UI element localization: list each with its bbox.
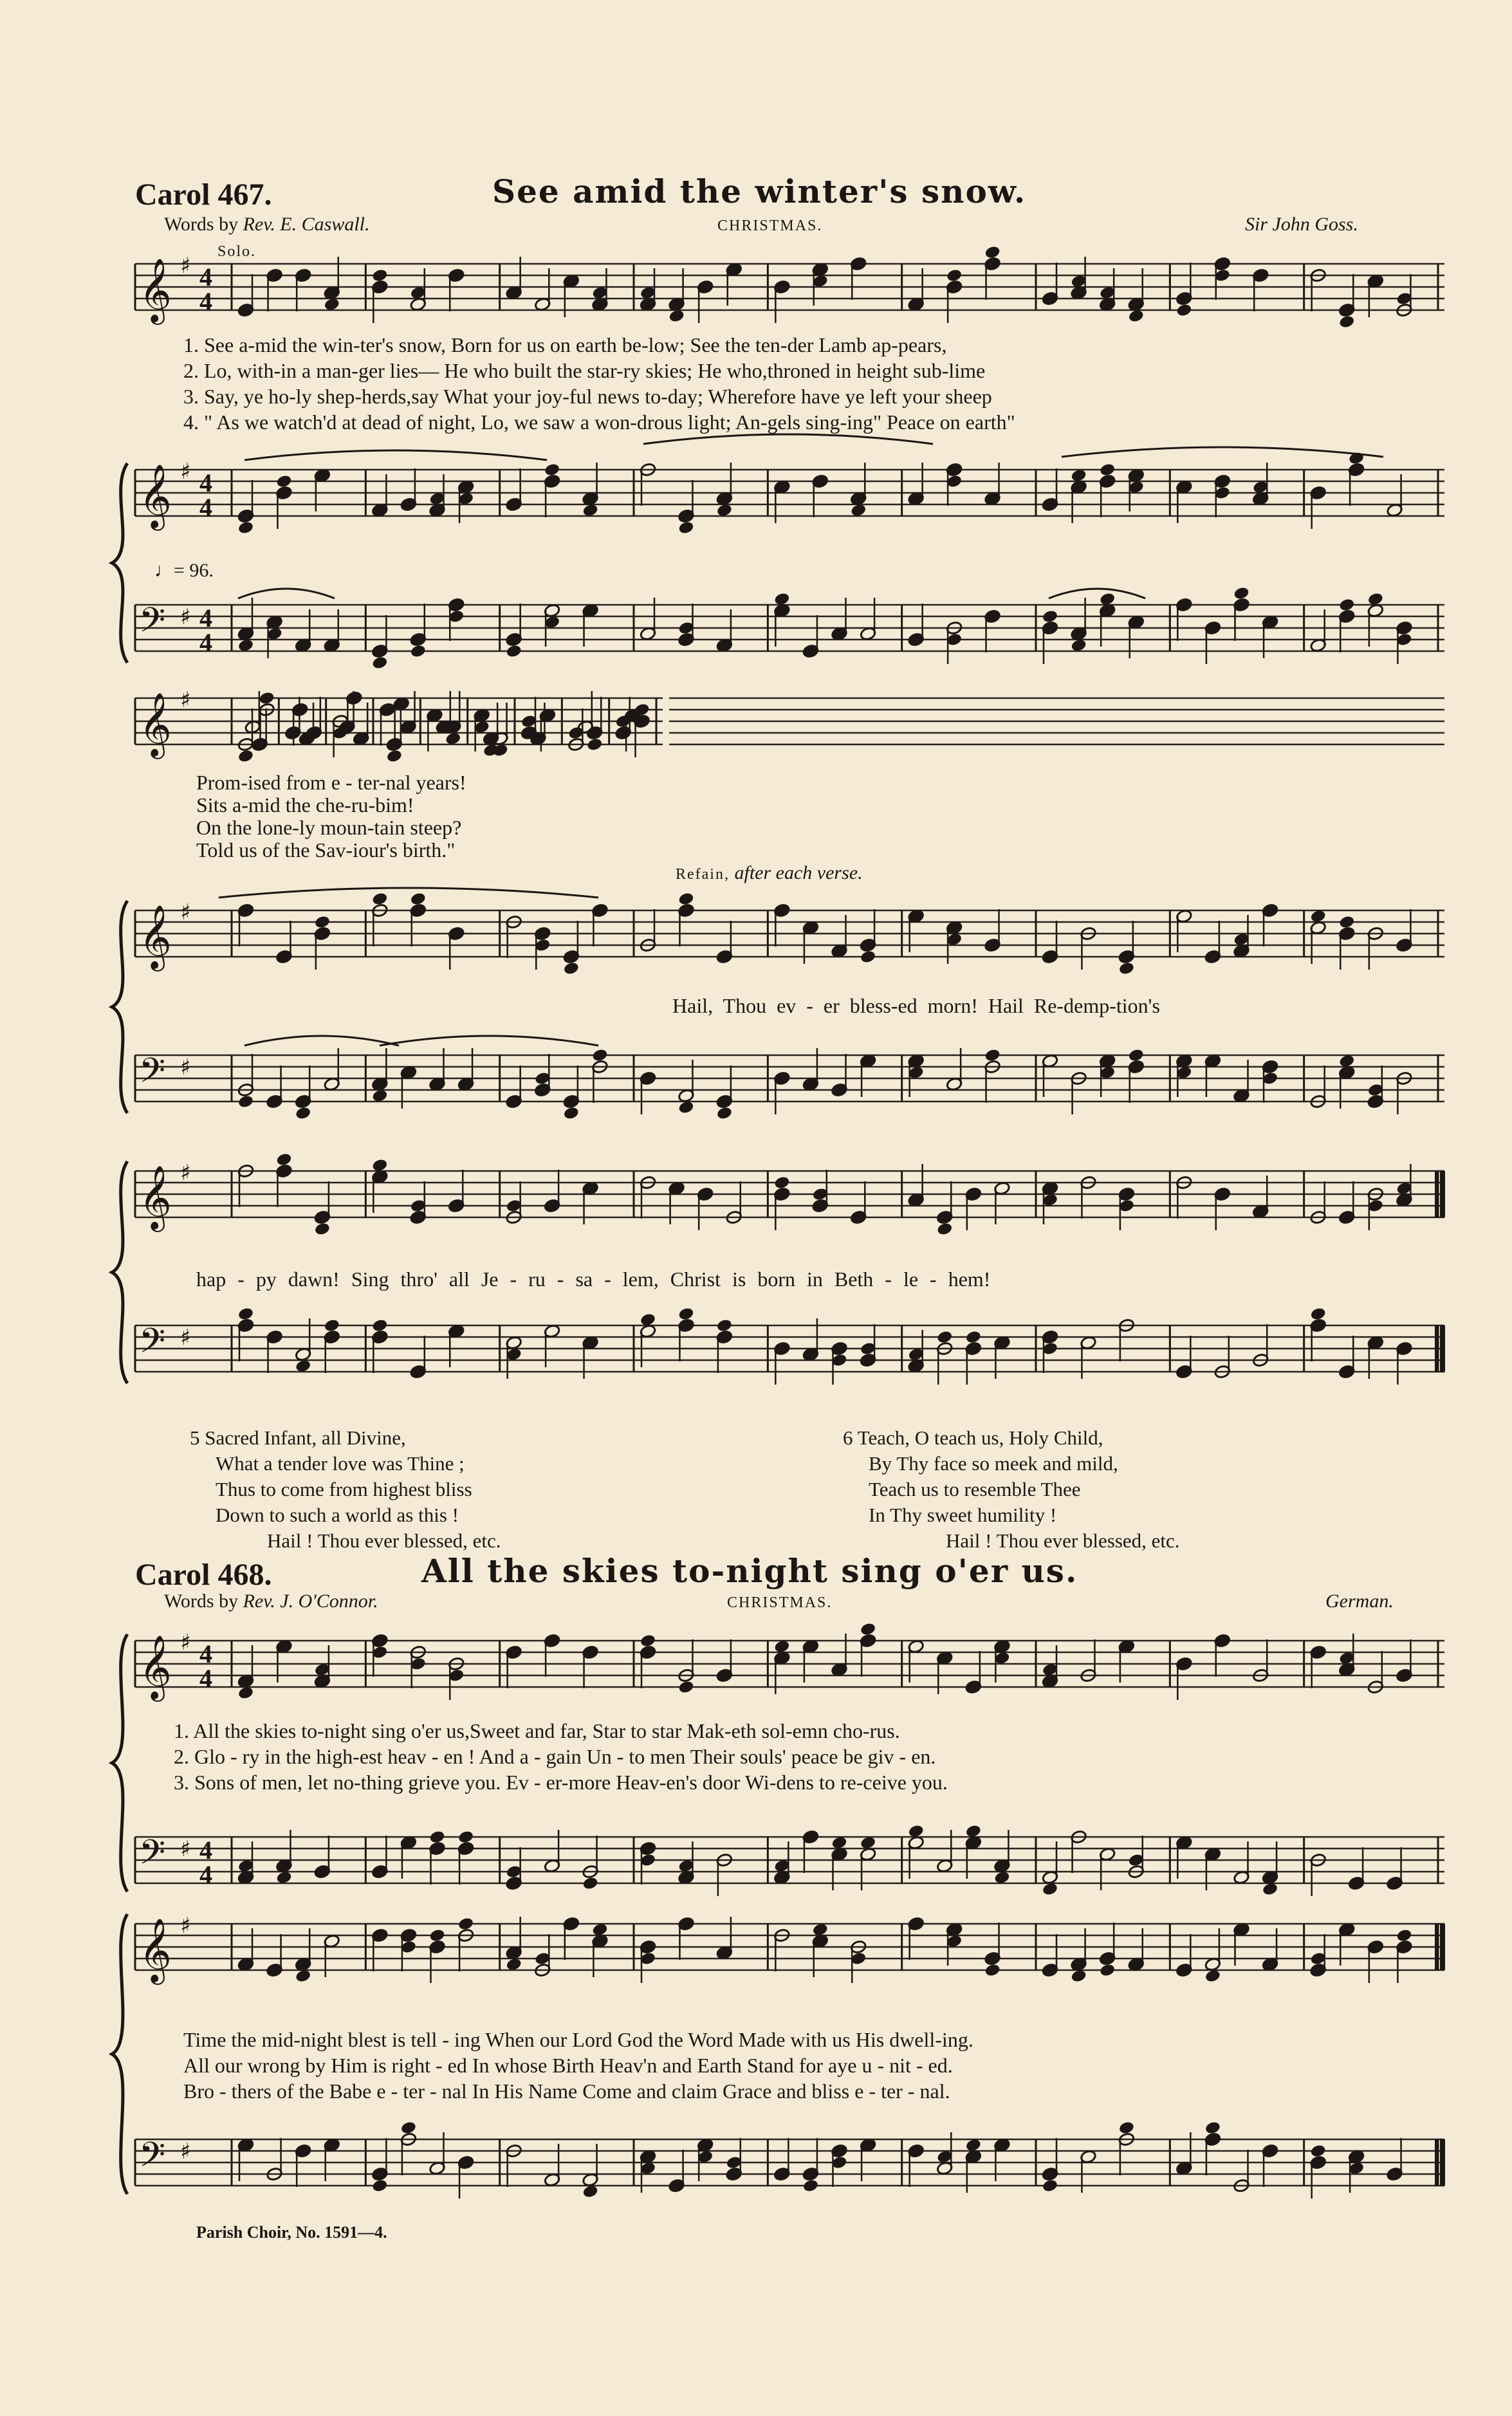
- verse-line: Hail ! Thou ever blessed, etc.: [267, 1529, 501, 1552]
- note-head: [506, 644, 522, 659]
- note-head: [371, 268, 388, 283]
- verse-line: In Thy sweet humility !: [869, 1504, 1057, 1526]
- note-head: [1099, 463, 1116, 477]
- note-head: [1338, 915, 1355, 930]
- verse-line: Teach us to resemble Thee: [869, 1478, 1081, 1500]
- key-signature-sharp-icon: ♯: [180, 459, 191, 484]
- words-by-author: Rev. E. Caswall.: [243, 214, 370, 235]
- carol-468-verse-cont-2: All our wrong by Him is right - ed In whose Birth Heav'n and Earth Stand for aye u - nit - ed.: [183, 2054, 953, 2077]
- verse-line: Hail ! Thou ever blessed, etc.: [946, 1529, 1180, 1552]
- note-head: [773, 1176, 790, 1190]
- key-signature-sharp-icon: ♯: [180, 1160, 191, 1186]
- note-head: [984, 1048, 1000, 1063]
- verse-line: 5 Sacred Infant, all Divine,: [190, 1426, 406, 1449]
- note-head: [237, 521, 254, 535]
- note-head: [586, 737, 603, 752]
- note-head: [429, 1830, 445, 1845]
- note-head: [678, 1307, 694, 1322]
- note-head: [314, 1222, 331, 1237]
- note-head: [591, 1048, 608, 1063]
- note-head: [371, 892, 388, 907]
- note-head: [410, 892, 427, 907]
- treble-clef-icon: 𝄞: [139, 1635, 172, 1699]
- note-head: [678, 521, 694, 535]
- note-head: [716, 1318, 733, 1333]
- note-head: [984, 245, 1000, 260]
- system-brace: [112, 1161, 127, 1383]
- carol-467-verse-1: 1. See a-mid the win-ter's snow, Born for us on earth be-low; See the ten-der Lamb ap-pears,: [183, 333, 947, 356]
- carol-467-number: Carol 467.: [135, 178, 272, 212]
- note-head: [429, 1928, 445, 1943]
- note-head: [1338, 315, 1355, 329]
- key-signature-sharp-icon: ♯: [180, 1913, 191, 1939]
- note-head: [1099, 1963, 1116, 1978]
- note-head: [1310, 1307, 1327, 1322]
- refrain-line-1: Hail, Thou ev - er bless-ed morn! Hail Re-demp-tion's: [672, 994, 1160, 1017]
- words-by-prefix: Words by: [164, 214, 243, 235]
- note-head: [457, 1917, 474, 1932]
- bass-clef-icon: 𝄢: [139, 601, 166, 649]
- carol-468-verse-1: 1. All the skies to-night sing o'er us,Sweet and far, Star to star Mak-eth sol-emn cho-rus.: [174, 1719, 900, 1742]
- note-head: [563, 961, 580, 976]
- time-signature-bottom: 4: [199, 1664, 212, 1693]
- carol-468-verse-cont-1: Time the mid-night blest is tell - ing When our Lord God the Word Made with us His dwell-ing.: [183, 2028, 973, 2051]
- key-signature-sharp-icon: ♯: [180, 1836, 191, 1862]
- note-head: [1128, 1048, 1145, 1063]
- key-signature-sharp-icon: ♯: [180, 2139, 191, 2164]
- key-signature-sharp-icon: ♯: [180, 1055, 191, 1080]
- time-signature-bottom: 4: [199, 628, 212, 657]
- key-signature-sharp-icon: ♯: [180, 604, 191, 630]
- note-head: [640, 1634, 656, 1648]
- note-head: [237, 749, 254, 764]
- note-head: [582, 1876, 598, 1891]
- note-head: [946, 268, 963, 283]
- time-signature-top: 4: [199, 1639, 212, 1668]
- note-head: [258, 691, 275, 706]
- treble-clef-icon: 𝄞: [139, 258, 172, 322]
- system-brace: [112, 1634, 127, 1892]
- note-head: [716, 1106, 733, 1121]
- carol-468-verse-3: 3. Sons of men, let no-thing grieve you. Ev - er-more Heav-en's door Wi-dens to re-ceive you.: [174, 1771, 948, 1794]
- system-brace: [112, 463, 127, 663]
- carol-467-verse-end-3: On the lone-ly moun-tain steep?: [196, 816, 462, 839]
- note-head: [984, 1963, 1000, 1978]
- note-head: [1204, 2121, 1221, 2135]
- refrain-instruction: after each verse.: [734, 862, 863, 883]
- note-head: [371, 656, 388, 670]
- words-by-author: Rev. J. O'Connor.: [243, 1591, 378, 1612]
- carol-467-season: CHRISTMAS.: [717, 217, 823, 234]
- note-head: [965, 1330, 982, 1345]
- note-head: [1396, 1928, 1412, 1943]
- note-head: [544, 463, 560, 477]
- carol-467-verse-end-4: Told us of the Sav-iour's birth.": [196, 838, 456, 862]
- system-brace: [112, 901, 127, 1113]
- slur: [244, 450, 547, 460]
- note-head: [275, 474, 292, 489]
- carol-468-season: CHRISTMAS.: [727, 1594, 833, 1611]
- note-head: [1310, 2144, 1327, 2159]
- note-head: [457, 1830, 474, 1845]
- note-head: [678, 1680, 694, 1695]
- time-signature-bottom: 4: [199, 1860, 212, 1889]
- bass-clef-icon: 𝄢: [139, 1322, 166, 1369]
- slur: [244, 1036, 399, 1046]
- carol-467-composer: Sir John Goss.: [1245, 214, 1358, 235]
- bass-clef-icon: 𝄢: [139, 2135, 166, 2183]
- carol-467-verse-3: 3. Say, ye ho-ly shep-herds,say What your joy-ful news to-day; Wherefore have ye left your sheep: [183, 385, 992, 408]
- words-by-prefix: Words by: [164, 1591, 243, 1612]
- slur: [643, 434, 933, 444]
- carol-468-number: Carol 468.: [135, 1558, 272, 1592]
- note-head: [563, 1106, 580, 1121]
- note-head: [1042, 609, 1058, 624]
- carol-467-verse-end-1: Prom-ised from e - ter-nal years!: [196, 771, 466, 794]
- treble-clef-icon: 𝄞: [139, 464, 172, 528]
- note-head: [802, 2179, 819, 2193]
- carol-468-title: All the skies to-night sing o'er us.: [421, 1552, 1078, 1590]
- carol-468-composer: German.: [1325, 1591, 1394, 1612]
- solo-marking: Solo.: [217, 243, 257, 260]
- tempo-marking: ♩= 96.: [154, 560, 214, 581]
- carol-468-verse-2: 2. Glo - ry in the high-est heav - en ! And a - gain Un - to men Their souls' peace be giv - en.: [174, 1745, 936, 1768]
- refrain-word: Refain,: [676, 866, 730, 883]
- carol-467-verse-4: 4. " As we watch'd at dead of night, Lo, we saw a won-drous light; An-gels sing-ing" Peace on earth": [183, 410, 1015, 434]
- system-brace: [112, 1914, 127, 2194]
- carol-467-verse-end-2: Sits a-mid the che-ru-bim!: [196, 793, 414, 816]
- note-head: [1338, 598, 1355, 613]
- carol-468-verse-cont-3: Bro - thers of the Babe e - ter - nal In His Name Come and claim Grace and bliss e - ter - nal.: [183, 2079, 950, 2103]
- treble-clef-icon: 𝄞: [139, 1918, 172, 1982]
- note-head: [1175, 303, 1192, 318]
- refrain-label: [676, 862, 863, 884]
- note-head: [936, 1330, 953, 1345]
- note-head: [1233, 586, 1249, 601]
- note-head: [386, 749, 403, 764]
- slur: [238, 589, 335, 598]
- verse-line: 6 Teach, O teach us, Holy Child,: [843, 1426, 1103, 1449]
- key-signature-sharp-icon: ♯: [180, 687, 191, 713]
- note-head: [314, 915, 331, 930]
- bass-clef-icon: 𝄢: [139, 1051, 166, 1099]
- verse-line: Down to such a world as this !: [216, 1504, 459, 1526]
- carol-468-words-by: [164, 1591, 378, 1612]
- slur: [1062, 447, 1383, 457]
- note-head: [1118, 2121, 1135, 2135]
- note-head: [1118, 961, 1135, 976]
- key-signature-sharp-icon: ♯: [180, 899, 191, 925]
- note-head: [678, 892, 694, 907]
- key-signature-sharp-icon: ♯: [180, 253, 191, 279]
- note-head: [324, 1318, 340, 1333]
- footer: Parish Choir, No. 1591—4.: [196, 2223, 387, 2242]
- note-head: [936, 1222, 953, 1237]
- key-signature-sharp-icon: ♯: [180, 1325, 191, 1351]
- carol-467-title: See amid the winter's snow.: [492, 172, 1027, 210]
- treble-clef-icon: 𝄞: [139, 692, 172, 757]
- time-signature-top: 4: [199, 604, 212, 632]
- slur: [1049, 589, 1145, 598]
- slur: [380, 1036, 598, 1046]
- carol-467-verse-2: 2. Lo, with-in a man-ger lies— He who built the star-ry skies; He who,throned in height sub-lime: [183, 359, 986, 382]
- note-head: [400, 2121, 417, 2135]
- note-head: [295, 1106, 311, 1121]
- extra-verse-6: [843, 1425, 1180, 1554]
- note-head: [371, 1318, 388, 1333]
- verse-line: By Thy face so meek and mild,: [869, 1452, 1118, 1475]
- note-head: [410, 644, 427, 659]
- treble-clef-icon: 𝄞: [139, 905, 172, 969]
- note-head: [860, 950, 876, 964]
- verse-line: Thus to come from highest bliss: [216, 1478, 472, 1500]
- time-signature-top: 4: [199, 468, 212, 497]
- note-head: [371, 2179, 388, 2193]
- note-head: [1042, 2179, 1058, 2193]
- time-signature-top: 4: [199, 1836, 212, 1865]
- treble-clef-icon: 𝄞: [139, 1165, 172, 1230]
- key-signature-sharp-icon: ♯: [180, 1630, 191, 1655]
- time-signature-top: 4: [199, 263, 212, 291]
- note-head: [237, 1307, 254, 1322]
- bass-clef-icon: 𝄢: [139, 1833, 166, 1881]
- time-signature-bottom: 4: [199, 493, 212, 522]
- verse-line: What a tender love was Thine ;: [216, 1452, 465, 1475]
- extra-verse-5: [190, 1425, 501, 1554]
- slur: [219, 888, 598, 898]
- crotchet-icon: ♩: [154, 560, 174, 581]
- note-head: [860, 1622, 876, 1637]
- refrain-line-2: hap - py dawn! Sing thro' all Je - ru - sa - lem, Christ is born in Beth - le - hem!: [196, 1268, 991, 1291]
- note-head: [275, 1152, 292, 1167]
- note-head: [237, 1094, 254, 1109]
- time-signature-bottom: 4: [199, 287, 212, 316]
